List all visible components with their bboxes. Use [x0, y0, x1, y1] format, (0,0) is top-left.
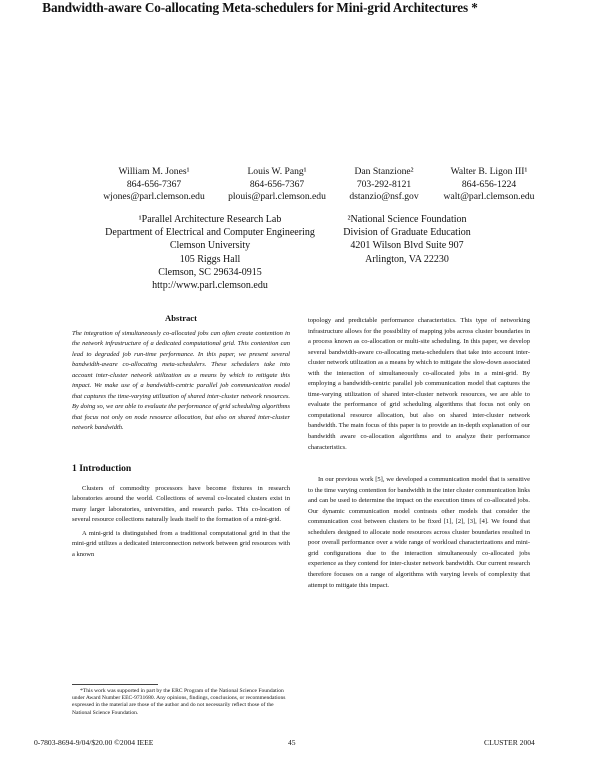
affiliation-line: ¹Parallel Architecture Research Lab	[138, 214, 282, 225]
author-1	[92, 166, 216, 204]
intro-paragraph-1: Clusters of commodity processors have become fixtures in research laboratories around the world. Collections of several co-located clusters exist in many larger laboratories, universities, and research parks. This co-location of several resource collections naturally leads itself to the formation of a mini-grid.	[72, 484, 290, 524]
affiliation-link[interactable]: http://www.parl.clemson.edu	[152, 280, 268, 292]
paper-title: Bandwidth-aware Co-allocating Meta-schedulers for Mini-grid Architectures *	[42, 0, 478, 15]
author-name: Louis W. Pang¹	[247, 166, 307, 177]
footnote-rule	[72, 684, 158, 685]
author-name: Dan Stanzione²	[354, 166, 414, 177]
footer-conference: CLUSTER 2004	[484, 738, 535, 747]
page-number: 45	[288, 738, 296, 747]
author-email: plouis@parl.clemson.edu	[228, 191, 326, 203]
abstract-heading: Abstract	[165, 313, 197, 323]
right-column	[308, 316, 530, 591]
author-phone: 864-656-7367	[249, 178, 305, 190]
affiliation-clemson	[92, 213, 328, 292]
footer-isbn: 0-7803-8694-9/04/$20.00 ©2004 IEEE	[34, 738, 154, 747]
right-paragraph-2: In our previous work [5], we developed a communication model that is sensitive to the time varying contention for bandwidth in the inter cluster communication links and can be used to determine the impact on the execution times of co-allocated jobs. Our dynamic communication model contrasts other models that consider the communication cost between clusters to be fixed [1], [2], [3], [4]. We found that schedulers designed to allocate node resources across cluster boundaries resulted in poor overall performance over a wide range of workload characterizations and mini-grid configurations due to the interaction simultaneously co-allocated jobs experience as they contend for inter-cluster network bandwidth. Our current research therefore focuses on a range of algorithms with varying levels of complexity that attempt to mitigate this impact.	[308, 476, 530, 589]
author-email: walt@parl.clemson.edu	[443, 191, 535, 203]
affiliation-line: Clemson University	[169, 240, 251, 252]
author-2	[212, 166, 342, 204]
affiliation-line: Clemson, SC 29634-0915	[158, 266, 262, 278]
affiliation-nsf	[334, 213, 480, 266]
author-phone: 703-292-8121	[356, 178, 412, 190]
left-column	[72, 313, 290, 560]
author-4	[428, 166, 550, 204]
footnote: *This work was supported in part by the ERC Program of the National Science Foundation under Award Number EEC-9731680. Any opinions, findings, conclusions, or recommendations expressed in the material are those of the author and do not necessarily reflect those of the National Science Foundation.	[72, 688, 286, 716]
affiliation-line: Department of Electrical and Computer Engineering	[105, 227, 315, 239]
abstract-text: The integration of simultaneously co-allocated jobs can often create contention in the network infrastructure of a dedicated computational grid. This contention can lead to degraded job run-time performance. In this paper, we present several bandwidth-aware co-allocating meta-schedulers. These schedulers take into account inter-cluster network utilization as a means by which to mitigate this impact. We make use of a bandwidth-centric parallel job communication model that captures the time-varying utilization of shared inter-cluster network resources. By doing so, we are able to evaluate the performance of grid scheduling algorithms that focus not only on node resource allocation, but also on shared inter-cluster network bandwidth.	[72, 329, 290, 432]
intro-paragraph-2: A mini-grid is distinguished from a traditional computational grid in that the mini-grid utilizes a dedicated interconnection network between grid resources with a known	[72, 529, 290, 558]
author-name: William M. Jones¹	[118, 166, 190, 177]
author-3	[333, 166, 435, 204]
affiliation-line: Arlington, VA 22230	[365, 253, 449, 265]
affiliation-line: ²National Science Foundation	[347, 214, 467, 225]
intro-heading: 1 Introduction	[72, 463, 132, 475]
affiliation-line: 4201 Wilson Blvd Suite 907	[350, 240, 464, 252]
author-phone: 864-656-7367	[126, 178, 182, 190]
affiliation-line: Division of Graduate Education	[343, 227, 471, 239]
author-email: dstanzio@nsf.gov	[349, 191, 419, 203]
author-phone: 864-656-1224	[461, 178, 517, 190]
right-paragraph-1: topology and predictable performance characteristics. This type of networking infrastructure allows for the possibility of mapping jobs across cluster boundaries in a process known as co-allocation or multi-site scheduling. In this paper, we develop several bandwidth-aware co-allocating meta-schedulers that take into account inter-cluster network utilization as a means by which to mitigate the slow-down associated with the interaction of simultaneously co-allocated jobs in a mini-grid. By employing a bandwidth-centric parallel job communication model that captures the time-varying utilization of shared inter-cluster network resources, we are able to evaluate the performance of grid scheduling algorithms that focus not only on computational resource allocation, but also on shared inter-cluster network bandwidth. The main focus of this paper is to provide an in-depth explanation of our bandwidth aware co-allocation algorithms and to analyze their performance characteristics.	[308, 317, 530, 451]
author-email: wjones@parl.clemson.edu	[103, 191, 205, 203]
affiliation-line: 105 Riggs Hall	[179, 253, 241, 265]
author-name: Walter B. Ligon III¹	[450, 166, 528, 177]
